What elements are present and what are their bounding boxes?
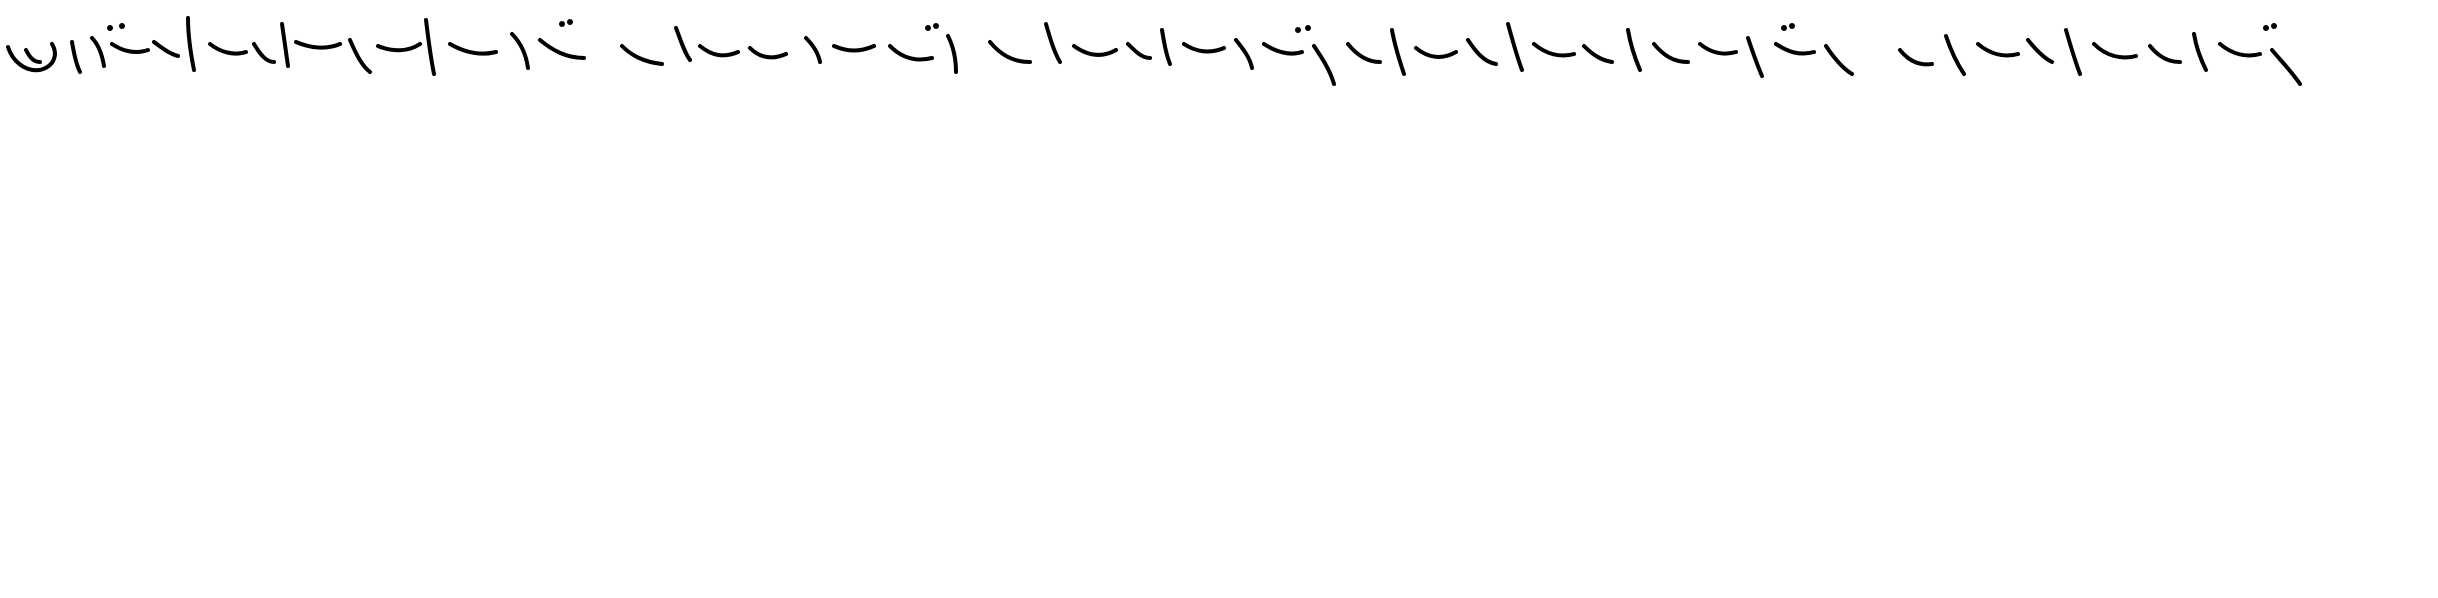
ink-strokes: [8, 18, 2300, 84]
